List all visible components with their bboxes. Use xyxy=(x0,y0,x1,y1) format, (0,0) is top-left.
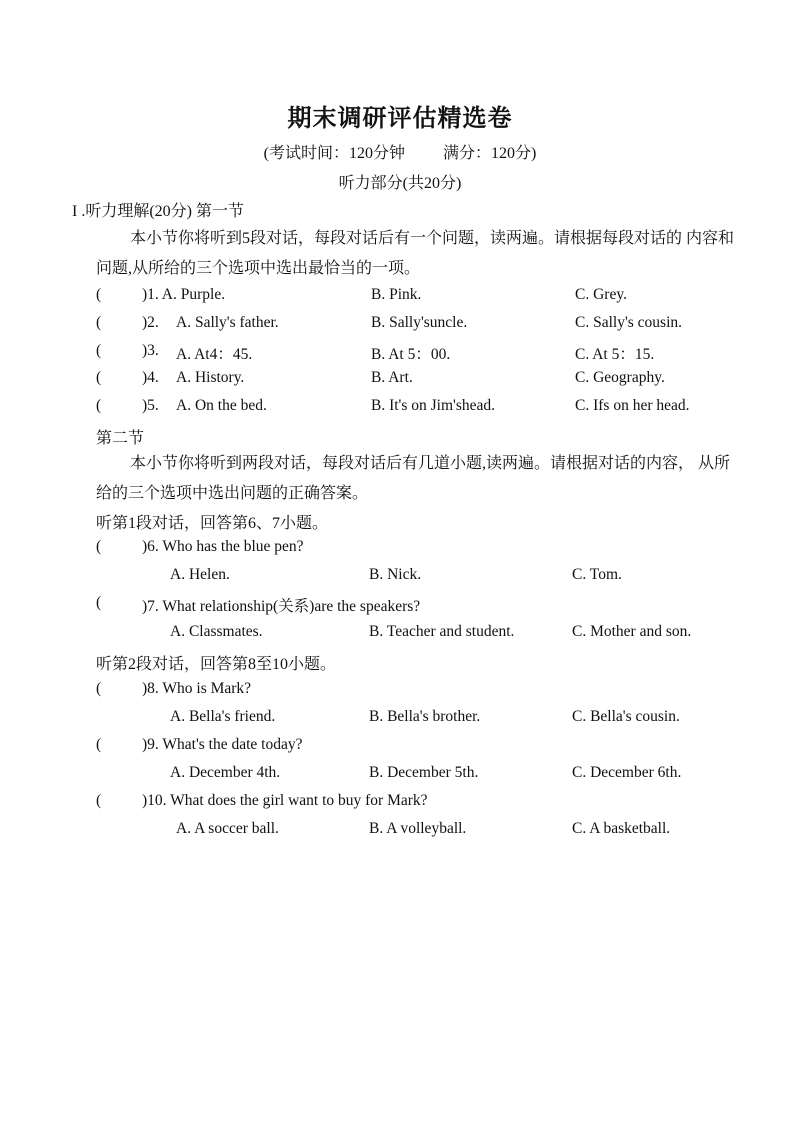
option-b: B. Art. xyxy=(371,369,413,386)
option-a: A. On the bed. xyxy=(176,397,267,414)
question-stem: )9. What's the date today? xyxy=(142,736,303,753)
answer-blank[interactable]: ( xyxy=(96,736,102,753)
exam-time: (考试时间：120分钟 xyxy=(263,145,405,162)
answer-blank[interactable]: ( xyxy=(96,369,102,386)
question-number: )3. xyxy=(142,342,159,359)
option-a: A. Sally's father. xyxy=(176,314,279,331)
option-a: A. History. xyxy=(176,369,245,386)
option-c: C. A basketball. xyxy=(572,820,671,837)
answer-blank[interactable]: ( xyxy=(96,314,102,331)
question-number: )2. xyxy=(142,314,159,331)
option-c: C. Grey. xyxy=(575,286,627,303)
dialog2-heading: 听第2段对话，回答第8至10小题。 xyxy=(96,656,337,673)
section1-heading: I .听力理解(20分) 第一节 xyxy=(72,203,244,220)
option-a: A. Bella's friend. xyxy=(170,708,276,725)
option-b: B. Bella's brother. xyxy=(369,708,481,725)
question-stem: )7. What relationship(关系)are the speakers? xyxy=(142,598,421,615)
option-c: C. December 6th. xyxy=(572,764,682,781)
question-stem: )10. What does the girl want to buy for Mark? xyxy=(142,792,428,809)
question-number: )5. xyxy=(142,397,159,414)
option-b: B. Sally'suncle. xyxy=(371,314,468,331)
option-a: A. A soccer ball. xyxy=(176,820,279,837)
exam-score: 满分：120分) xyxy=(443,145,537,162)
question-stem: )8. Who is Mark? xyxy=(142,680,252,697)
listening-part-heading: 听力部分(共20分) xyxy=(338,175,462,192)
option-c: C. Ifs on her head. xyxy=(575,397,690,414)
option-b: B. Pink. xyxy=(371,286,422,303)
option-c: C. Mother and son. xyxy=(572,623,692,640)
option-b: B. At 5：00. xyxy=(371,346,451,363)
option-b: B. It's on Jim'shead. xyxy=(371,397,495,414)
section1-instructions: 本小节你将听到5段对话，每段对话后有一个问题，读两遍。请根据每段对话的 内容和问题,从所给的三个选项中选出最恰当的一项。 xyxy=(96,230,735,277)
option-a: A. At4：45. xyxy=(176,346,253,363)
page-title: 期末调研评估精选卷 xyxy=(287,106,513,132)
option-a: A. December 4th. xyxy=(170,764,281,781)
answer-blank[interactable]: ( xyxy=(96,397,102,414)
option-b: B. Nick. xyxy=(369,566,422,583)
option-b: B. December 5th. xyxy=(369,764,479,781)
option-c: C. Tom. xyxy=(572,566,622,583)
section2-instructions: 本小节你将听到两段对话，每段对话后有几道小题,读两遍。请根据对话的内容， 从所给的三个选项中选出问题的正确答案。 xyxy=(96,455,731,502)
option-b: B. Teacher and student. xyxy=(369,623,515,640)
option-c: C. Geography. xyxy=(575,369,665,386)
option-c: C. Bella's cousin. xyxy=(572,708,680,725)
answer-blank[interactable]: ( xyxy=(96,342,102,359)
option-c: C. Sally's cousin. xyxy=(575,314,682,331)
section2-heading: 第二节 xyxy=(96,430,145,447)
option-a: A. Classmates. xyxy=(170,623,263,640)
dialog1-heading: 听第1段对话，回答第6、7小题。 xyxy=(96,515,329,532)
answer-blank[interactable]: ( xyxy=(96,594,102,611)
answer-blank[interactable]: ( xyxy=(96,286,102,303)
answer-blank[interactable]: ( xyxy=(96,680,102,697)
answer-blank[interactable]: ( xyxy=(96,792,102,809)
question-number: )4. xyxy=(142,369,159,386)
answer-blank[interactable]: ( xyxy=(96,538,102,555)
exam-info xyxy=(0,140,800,163)
question-stem: )6. Who has the blue pen? xyxy=(142,538,304,555)
option-a: A. Helen. xyxy=(170,566,230,583)
question-number: )1. A. Purple. xyxy=(142,286,226,303)
option-b: B. A volleyball. xyxy=(369,820,467,837)
option-c: C. At 5：15. xyxy=(575,346,655,363)
